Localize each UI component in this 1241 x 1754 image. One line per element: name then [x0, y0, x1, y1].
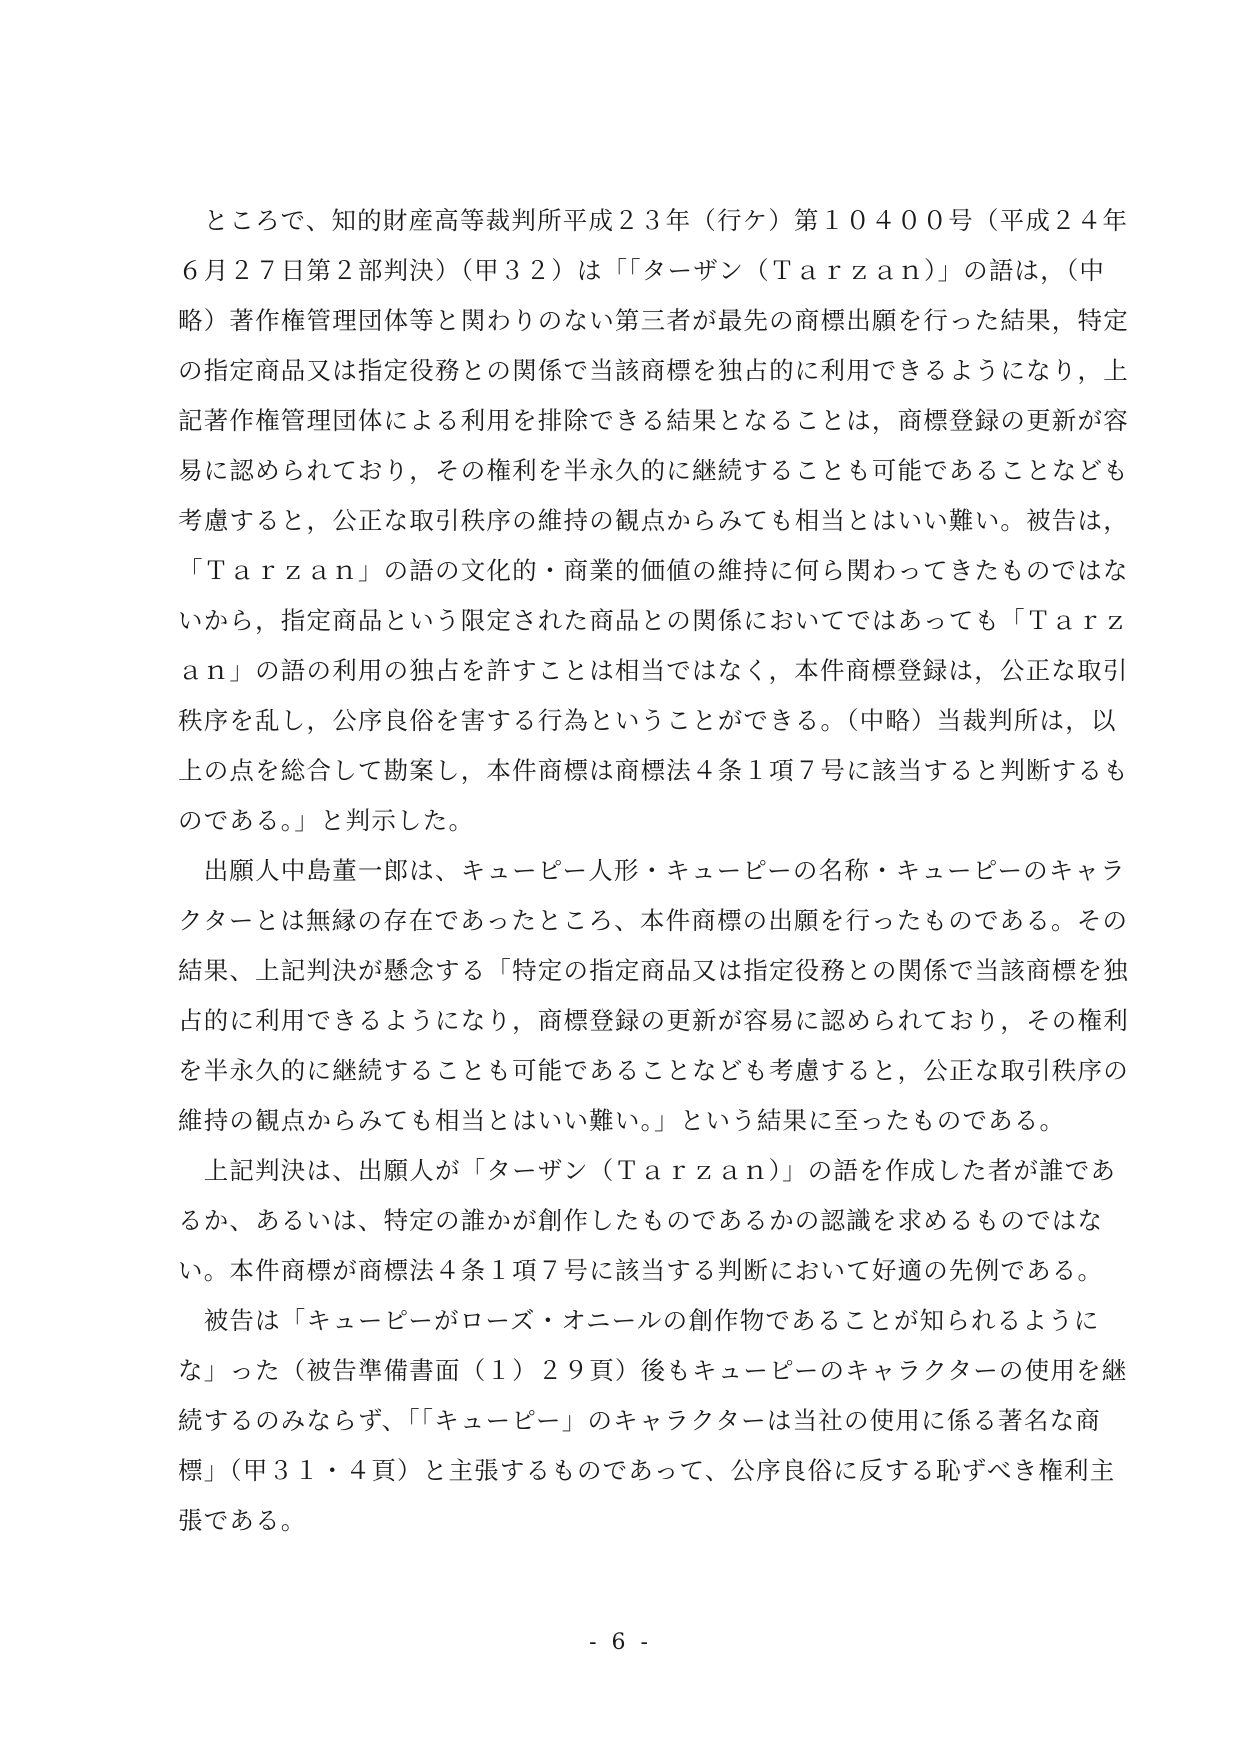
text-line: 考慮すると，公正な取引秩序の維持の観点からみても相当とはいい難い。被告は， [178, 506, 1129, 535]
text-line: い。本件商標が商標法４条１項７号に該当する判断において好適の先例である。 [178, 1256, 1104, 1285]
paragraph-4 [178, 1296, 1128, 1546]
body-text [178, 196, 1129, 1546]
text-line: 維持の観点からみても相当とはいい難い。」という結果に至ったものである。 [178, 1106, 1066, 1135]
text-line: 略）著作権管理団体等と関わりのない第三者が最先の商標出願を行った結果，特定 [178, 306, 1129, 335]
text-line: 被告は「キューピーがローズ・オニールの創作物であることが知られるように [178, 1306, 1100, 1335]
page-number: - 6 - [589, 1630, 652, 1655]
text-line: の指定商品又は指定役務との関係で当該商標を独占的に利用できるようになり，上 [178, 356, 1129, 385]
text-line: 張である。 [178, 1506, 307, 1535]
text-line: 出願人中島董一郎は、キューピー人形・キューピーの名称・キューピーのキャラ [178, 856, 1126, 885]
text-line: 記著作権管理団体による利用を排除できる結果となることは，商標登録の更新が容 [178, 406, 1129, 435]
text-line: 標」（甲３１・４頁）と主張するものであって、公序良俗に反する恥ずべき権利主 [178, 1456, 1116, 1485]
text-line: いから，指定商品という限定された商品との関係においてではあっても「Ｔａｒｚ [178, 606, 1129, 635]
paragraph-1 [178, 196, 1129, 846]
text-line: 占的に利用できるようになり，商標登録の更新が容易に認められており，その権利 [178, 1006, 1129, 1035]
text-line: ところで、知的財産高等裁判所平成２３年（行ケ）第１０４００号（平成２４年 [178, 206, 1129, 235]
text-line: ６月２７日第２部判決）（甲３２）は「「ターザン（Ｔａｒｚａｎ）」の語は，（中 [178, 256, 1106, 285]
text-line: 続するのみならず、「「キューピー」のキャラクターは当社の使用に係る著名な商 [178, 1406, 1101, 1435]
text-line: クターとは無縁の存在であったところ、本件商標の出願を行ったものである。その [178, 906, 1129, 935]
text-line: な」った（被告準備書面（１）２９頁）後もキューピーのキャラクターの使用を継 [178, 1356, 1128, 1385]
text-line: のである。」と判示した。 [178, 806, 475, 835]
text-line: ａｎ」の語の利用の独占を許すことは相当ではなく，本件商標登録は，公正な取引 [178, 656, 1129, 685]
text-line: 易に認められており，その権利を半永久的に継続することも可能であることなども [178, 456, 1129, 485]
text-line: るか、あるいは、特定の誰かが創作したものであるかの認識を求めるものではな [178, 1206, 1104, 1235]
paragraph-3 [178, 1146, 1117, 1296]
text-line: 結果、上記判決が懸念する「特定の指定商品又は指定役務との関係で当該商標を独 [178, 956, 1129, 985]
text-line: を半永久的に継続することも可能であることなども考慮すると，公正な取引秩序の [178, 1056, 1129, 1085]
text-line: 「Ｔａｒｚａｎ」の語の文化的・商業的価値の維持に何ら関わってきたものではな [178, 556, 1129, 585]
text-line: 秩序を乱し，公序良俗を害する行為ということができる。（中略）当裁判所は，以 [178, 706, 1117, 735]
paragraph-2 [178, 846, 1129, 1146]
text-line: 上記判決は、出願人が「ターザン（Ｔａｒｚａｎ）」の語を作成した者が誰であ [178, 1156, 1117, 1185]
text-line: 上の点を総合して勘案し，本件商標は商標法４条１項７号に該当すると判断するも [178, 756, 1129, 785]
